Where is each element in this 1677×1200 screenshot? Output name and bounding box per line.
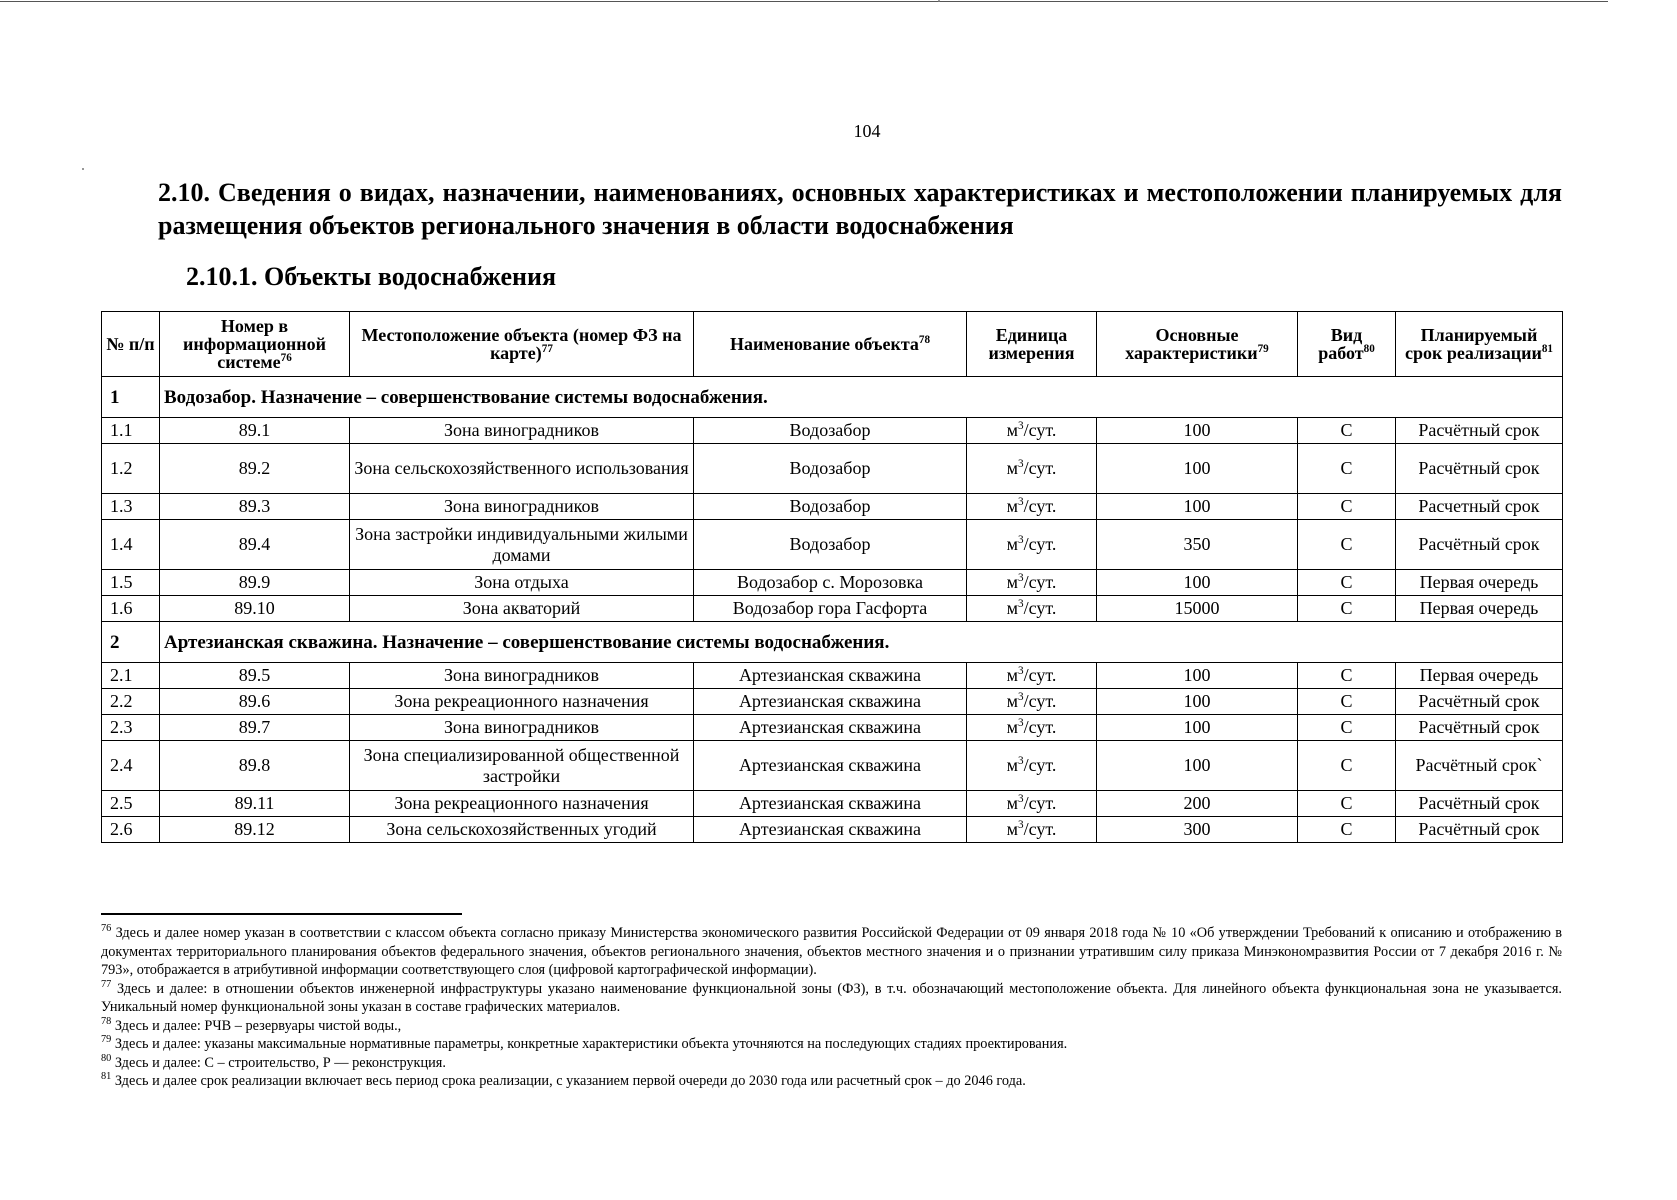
scan-speck: [82, 168, 84, 170]
info-system-number: 89.5: [160, 663, 350, 689]
water-supply-objects-table: [101, 311, 1563, 843]
unit-suffix: /сут.: [1023, 793, 1057, 813]
object-location: Зона застройки индивидуальными жилыми домами: [350, 520, 694, 570]
table-row: [102, 596, 1563, 622]
main-characteristic: 100: [1097, 741, 1298, 791]
column-header: [1396, 312, 1563, 377]
work-type: С: [1298, 741, 1396, 791]
table-row: [102, 570, 1563, 596]
info-system-number: 89.10: [160, 596, 350, 622]
row-number: 1.4: [102, 520, 160, 570]
footnote-number: 76: [101, 923, 112, 935]
info-system-number: 89.3: [160, 494, 350, 520]
unit-of-measure: [967, 715, 1097, 741]
work-type: С: [1298, 817, 1396, 843]
footnote-ref: 80: [1363, 343, 1375, 355]
main-characteristic: 100: [1097, 494, 1298, 520]
column-header-label: Местоположение объекта (номер ФЗ на карте): [361, 325, 682, 363]
group-title: Артезианская скважина. Назначение – совершенствование системы водоснабжения.: [160, 622, 1563, 663]
unit-of-measure: [967, 689, 1097, 715]
unit-of-measure: [967, 741, 1097, 791]
column-header-label: Планируемый срок реализации: [1404, 325, 1542, 363]
table-row: [102, 817, 1563, 843]
object-name: Водозабор: [694, 444, 967, 494]
footnote-text: Здесь и далее: в отношении объектов инженерной инфраструктуры указано наименование функциональной зоны (ФЗ), в т.ч. обозначающий местоположение объекта. Для линейного объекта функциональная зона не указывается. Уникальный номер функциональной зоны указан в составе графических материалов.: [101, 980, 1562, 1015]
main-characteristic: 100: [1097, 663, 1298, 689]
implementation-term: Первая очередь: [1396, 596, 1563, 622]
object-name: Артезианская скважина: [694, 663, 967, 689]
unit-base: м: [1006, 793, 1019, 813]
implementation-term: Расчётный срок: [1396, 817, 1563, 843]
unit-base: м: [1006, 755, 1019, 775]
footnote-text: Здесь и далее: С – строительство, Р — реконструкция.: [114, 1054, 446, 1071]
work-type: С: [1298, 715, 1396, 741]
info-system-number: 89.4: [160, 520, 350, 570]
footnote-number: 81: [101, 1071, 112, 1083]
footnote-text: Здесь и далее: РЧВ – резервуары чистой воды.,: [114, 1017, 402, 1034]
footnote-ref: 77: [541, 343, 553, 355]
implementation-term: Расчётный срок: [1396, 791, 1563, 817]
object-location: Зона виноградников: [350, 663, 694, 689]
unit-of-measure: [967, 520, 1097, 570]
footnote: [101, 1054, 1562, 1073]
table-row: [102, 494, 1563, 520]
unit-suffix: /сут.: [1023, 665, 1057, 685]
table-row: [102, 689, 1563, 715]
info-system-number: 89.11: [160, 791, 350, 817]
unit-power: 3: [1018, 793, 1024, 805]
footnote-ref: 78: [918, 334, 931, 346]
row-number: 2.5: [102, 791, 160, 817]
work-type: С: [1298, 418, 1396, 444]
object-location: Зона акваторий: [350, 596, 694, 622]
unit-power: 3: [1018, 496, 1024, 508]
unit-power: 3: [1018, 691, 1024, 703]
main-characteristic: 100: [1097, 418, 1298, 444]
column-header: [694, 312, 967, 377]
object-location: Зона рекреационного назначения: [350, 689, 694, 715]
main-characteristic: 100: [1097, 444, 1298, 494]
table-row: [102, 741, 1563, 791]
main-characteristic: 100: [1097, 689, 1298, 715]
unit-base: м: [1006, 691, 1019, 711]
row-number: 1.2: [102, 444, 160, 494]
footnote-text: Здесь и далее срок реализации включает весь период срока реализации, с указанием первой очереди до 2030 года или расчетный срок – до 2046 года.: [114, 1073, 1026, 1089]
unit-base: м: [1006, 420, 1019, 440]
table-row: [102, 418, 1563, 444]
column-header: [160, 312, 350, 377]
row-number: 2.6: [102, 817, 160, 843]
footnote-number: 77: [101, 978, 112, 990]
table-row: [102, 715, 1563, 741]
unit-suffix: /сут.: [1023, 819, 1057, 839]
implementation-term: Первая очередь: [1396, 570, 1563, 596]
unit-base: м: [1006, 665, 1019, 685]
unit-base: м: [1006, 572, 1019, 592]
main-characteristic: 300: [1097, 817, 1298, 843]
unit-suffix: /сут.: [1023, 717, 1057, 737]
unit-suffix: /сут.: [1023, 420, 1057, 440]
object-name: Водозабор с. Морозовка: [694, 570, 967, 596]
row-number: 2.4: [102, 741, 160, 791]
column-header-label: Основные характеристики: [1125, 325, 1258, 363]
row-number: 2.2: [102, 689, 160, 715]
footnote-ref: 79: [1257, 343, 1269, 355]
unit-suffix: /сут.: [1023, 598, 1057, 618]
unit-suffix: /сут.: [1023, 572, 1057, 592]
unit-suffix: /сут.: [1023, 534, 1057, 554]
object-location: Зона виноградников: [350, 494, 694, 520]
unit-power: 3: [1018, 819, 1024, 831]
object-location: Зона сельскохозяйственных угодий: [350, 817, 694, 843]
footnote-number: 78: [101, 1015, 112, 1027]
footnote-text: Здесь и далее номер указан в соответствии с классом объекта согласно приказу Министерства экономического развития Российской Федерации от 09 января 2018 года № 10 «Об утверждении Требований к описанию и отображению в документах территориального планирования объектов федерального значения, объектов регионального значения, объектов местного значения и о признании утратившим силу приказа Минэкономразвития России от 7 декабря 2016 г. № 793», отображается в атрибутивной информации соответствующего слоя (цифровой картографической информации).: [101, 925, 1562, 978]
unit-suffix: /сут.: [1023, 755, 1057, 775]
implementation-term: Расчётный срок: [1396, 444, 1563, 494]
work-type: С: [1298, 663, 1396, 689]
object-name: Артезианская скважина: [694, 715, 967, 741]
unit-power: 3: [1018, 755, 1024, 767]
unit-of-measure: [967, 570, 1097, 596]
table-row: [102, 444, 1563, 494]
column-header: [967, 312, 1097, 377]
main-characteristic: 200: [1097, 791, 1298, 817]
work-type: С: [1298, 791, 1396, 817]
object-name: Водозабор: [694, 418, 967, 444]
group-number: 1: [102, 377, 160, 418]
column-header-label: Единица измерения: [988, 325, 1075, 363]
info-system-number: 89.2: [160, 444, 350, 494]
object-location: Зона специализированной общественной застройки: [350, 741, 694, 791]
table-row: [102, 520, 1563, 570]
column-header-label: Вид работ: [1318, 325, 1364, 363]
implementation-term: Первая очередь: [1396, 663, 1563, 689]
unit-base: м: [1006, 819, 1019, 839]
object-location: Зона виноградников: [350, 715, 694, 741]
implementation-term: Расчётный срок: [1396, 520, 1563, 570]
unit-base: м: [1006, 496, 1019, 516]
object-location: Зона виноградников: [350, 418, 694, 444]
implementation-term: Расчётный срок: [1396, 689, 1563, 715]
object-location: Зона отдыха: [350, 570, 694, 596]
page-top-rule: [0, 1, 1608, 2]
unit-of-measure: [967, 791, 1097, 817]
column-header: [102, 312, 160, 377]
footnote: [101, 1017, 1562, 1036]
main-characteristic: 350: [1097, 520, 1298, 570]
table-row: [102, 791, 1563, 817]
row-number: 1.1: [102, 418, 160, 444]
column-header-label: № п/п: [106, 334, 155, 354]
section-heading: 2.10. Сведения о видах, назначении, наименованиях, основных характеристиках и местоположении планируемых для размещения объектов регионального значения в области водоснабжения: [158, 178, 1562, 240]
object-name: Артезианская скважина: [694, 817, 967, 843]
row-number: 1.6: [102, 596, 160, 622]
footnote: [101, 1072, 1562, 1091]
footnote-ref: 76: [280, 352, 292, 364]
table-body: [102, 377, 1563, 843]
work-type: С: [1298, 596, 1396, 622]
info-system-number: 89.8: [160, 741, 350, 791]
object-name: Артезианская скважина: [694, 689, 967, 715]
unit-base: м: [1006, 534, 1019, 554]
column-header: [1097, 312, 1298, 377]
implementation-term: Расчетный срок: [1396, 494, 1563, 520]
object-name: Артезианская скважина: [694, 791, 967, 817]
object-name: Артезианская скважина: [694, 741, 967, 791]
info-system-number: 89.12: [160, 817, 350, 843]
object-name: Водозабор гора Гасфорта: [694, 596, 967, 622]
subsection-heading: 2.10.1. Объекты водоснабжения: [186, 262, 557, 291]
column-header: [1298, 312, 1396, 377]
info-system-number: 89.6: [160, 689, 350, 715]
unit-base: м: [1006, 717, 1019, 737]
column-header: [350, 312, 694, 377]
main-characteristic: 15000: [1097, 596, 1298, 622]
info-system-number: 89.1: [160, 418, 350, 444]
unit-power: 3: [1018, 420, 1024, 432]
footnote: [101, 980, 1562, 1017]
footnote-ref: 81: [1541, 343, 1553, 355]
implementation-term: Расчётный срок: [1396, 418, 1563, 444]
table-row: [102, 663, 1563, 689]
implementation-term: Расчётный срок: [1396, 715, 1563, 741]
unit-of-measure: [967, 494, 1097, 520]
info-system-number: 89.9: [160, 570, 350, 596]
work-type: С: [1298, 570, 1396, 596]
unit-power: 3: [1018, 665, 1024, 677]
group-number: 2: [102, 622, 160, 663]
unit-power: 3: [1018, 717, 1024, 729]
implementation-term: Расчётный срок`: [1396, 741, 1563, 791]
work-type: С: [1298, 494, 1396, 520]
unit-suffix: /сут.: [1023, 496, 1057, 516]
footnote-number: 79: [101, 1034, 112, 1046]
object-location: Зона сельскохозяйственного использования: [350, 444, 694, 494]
unit-suffix: /сут.: [1023, 458, 1057, 478]
footnotes: [101, 924, 1562, 1091]
work-type: С: [1298, 689, 1396, 715]
row-number: 1.5: [102, 570, 160, 596]
work-type: С: [1298, 444, 1396, 494]
group-title: Водозабор. Назначение – совершенствование системы водоснабжения.: [160, 377, 1563, 418]
table-header-row: [102, 312, 1563, 377]
unit-base: м: [1006, 598, 1019, 618]
scan-speck: [938, 0, 940, 2]
unit-of-measure: [967, 444, 1097, 494]
unit-base: м: [1006, 458, 1019, 478]
work-type: С: [1298, 520, 1396, 570]
group-row: [102, 377, 1563, 418]
footnote-text: Здесь и далее: указаны максимальные нормативные параметры, конкретные характеристики объекта уточняются на последующих стадиях проектирования.: [114, 1036, 1068, 1052]
footnote-number: 80: [101, 1052, 112, 1064]
unit-of-measure: [967, 663, 1097, 689]
unit-power: 3: [1018, 534, 1024, 546]
row-number: 1.3: [102, 494, 160, 520]
unit-of-measure: [967, 596, 1097, 622]
object-name: Водозабор: [694, 494, 967, 520]
column-header-label: Наименование объекта: [729, 334, 919, 354]
unit-power: 3: [1018, 572, 1024, 584]
row-number: 2.1: [102, 663, 160, 689]
row-number: 2.3: [102, 715, 160, 741]
column-header-label: Номер в информационной системе: [183, 316, 326, 372]
footnote: [101, 924, 1562, 980]
info-system-number: 89.7: [160, 715, 350, 741]
unit-power: 3: [1018, 458, 1024, 470]
footnote: [101, 1035, 1562, 1054]
unit-suffix: /сут.: [1023, 691, 1057, 711]
object-location: Зона рекреационного назначения: [350, 791, 694, 817]
footnote-separator: [101, 913, 462, 915]
main-characteristic: 100: [1097, 570, 1298, 596]
group-row: [102, 622, 1563, 663]
object-name: Водозабор: [694, 520, 967, 570]
unit-of-measure: [967, 418, 1097, 444]
unit-power: 3: [1018, 598, 1024, 610]
unit-of-measure: [967, 817, 1097, 843]
page-number: 104: [853, 121, 881, 141]
main-characteristic: 100: [1097, 715, 1298, 741]
